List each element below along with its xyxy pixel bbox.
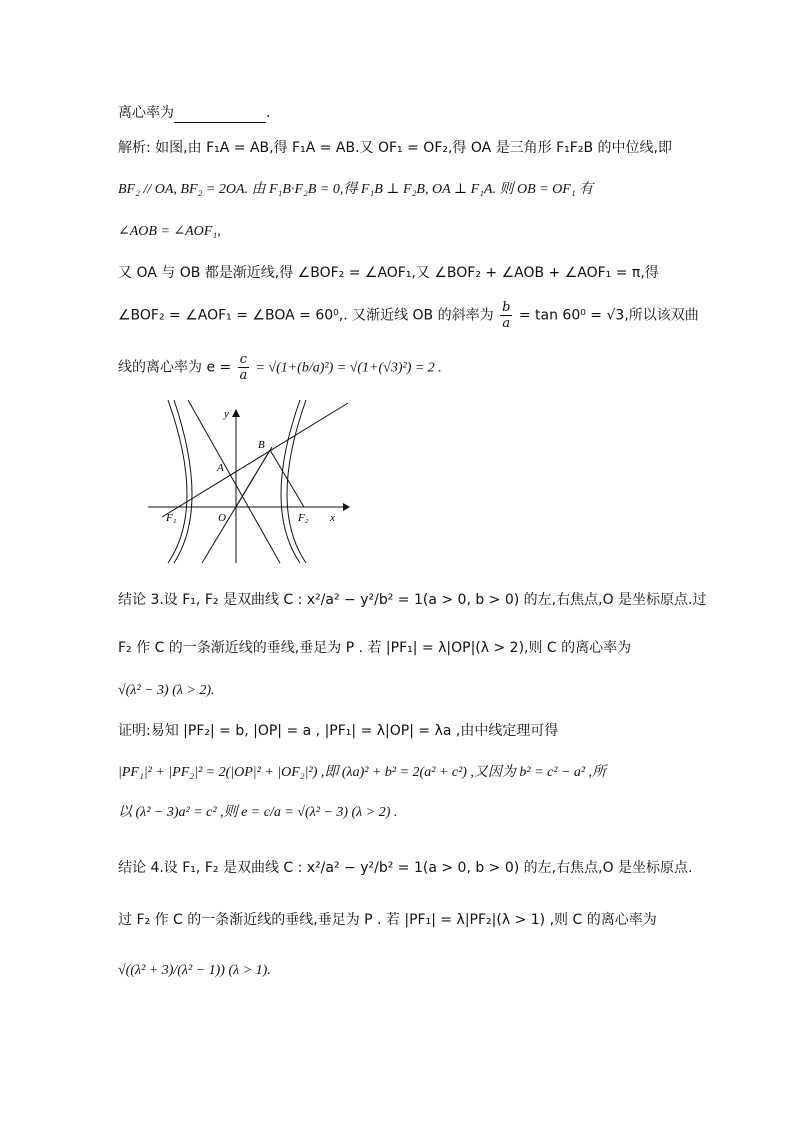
- conclusion-3-line-1: [118, 590, 707, 610]
- proof-line-1: [118, 721, 558, 741]
- label-x: x: [330, 512, 335, 524]
- fraction-b-a: [500, 300, 512, 331]
- label-F1: F₁: [166, 512, 177, 524]
- label-A: A: [217, 462, 224, 474]
- right-branch-outer: [281, 400, 300, 563]
- solution-line-6: [118, 352, 442, 383]
- y-axis-arrow: [232, 409, 240, 417]
- fraction-c-a: [238, 352, 249, 383]
- label-y: y: [224, 408, 229, 420]
- denominator: a: [239, 368, 248, 383]
- asymptote-OA: [188, 400, 280, 563]
- solution-text: 如图,由 F₁A = AB,得 F₁A = AB.又 OF₁ = OF₂,得 OA 是三角形 F₁F₂B 的中位线,即: [155, 140, 672, 156]
- solution-text-2: BF₂ // OA, BF₂ = 2OA. 由 F₁B·F₂B = 0,得 F₁B ⊥ F₂B, OA ⊥ F₁A. 则 OB = OF₁ 有: [118, 182, 594, 197]
- label-F2: F₂: [298, 512, 309, 524]
- blank-line: [118, 103, 270, 123]
- proof-text-2: |PF₁|² + |PF₂|² = 2(|OP|² + |OF₂|²) ,即 (λa)² + b² = 2(a² + c²) ,又因为 b² = c² − a² ,所: [118, 765, 607, 780]
- eccentricity-text: 线的离心率为 e =: [118, 359, 232, 376]
- solution-text-3: ∠AOB = ∠AOF₁,: [118, 224, 221, 239]
- x-axis-arrow: [343, 503, 350, 511]
- numerator: b: [502, 300, 511, 315]
- label-O: O: [218, 512, 226, 524]
- conclusion-4-line-2: [118, 910, 657, 930]
- solution-line-4: [118, 263, 659, 283]
- left-branch-inner: [174, 400, 192, 563]
- solution-line-5: [118, 300, 699, 331]
- numerator: c: [239, 352, 247, 367]
- right-branch-inner: [287, 400, 306, 563]
- label-B: B: [258, 439, 265, 451]
- solution-label: 解析:: [118, 140, 151, 156]
- conclusion-3-text-2: F₂ 作 C 的一条渐近线的垂线,垂足为 P . 若 |PF₁| = λ|OP|(λ > 2),则 C 的离心率为: [118, 640, 632, 656]
- hyperbola-figure: [140, 395, 350, 565]
- solution-line-2: [118, 180, 593, 200]
- conclusion-4-line-1: [118, 858, 693, 878]
- proof-line-3: [118, 803, 397, 823]
- conclusion-4-text: 结论 4.设 F₁, F₂ 是双曲线 C : x²/a² − y²/b² = 1(a > 0, b > 0) 的左,右焦点,O 是坐标原点.: [118, 860, 693, 876]
- left-branch-outer: [168, 400, 187, 563]
- conclusion-3-line-2: [118, 638, 631, 658]
- line-F1B: [162, 403, 348, 517]
- denominator: a: [502, 316, 511, 331]
- segment-OB: [236, 450, 270, 507]
- solution-line-1: [118, 138, 672, 158]
- conclusion-4-line-3: [118, 961, 271, 981]
- answer-blank: [174, 108, 266, 123]
- proof-line-2: [118, 763, 606, 783]
- proof-text: 证明:易知 |PF₂| = b, |OP| = a , |PF₁| = λ|OP| = λa ,由中线定理可得: [118, 723, 559, 739]
- solution-text-4: 又 OA 与 OB 都是渐近线,得 ∠BOF₂ = ∠AOF₁,又 ∠BOF₂ + ∠AOB + ∠AOF₁ = π,得: [118, 265, 659, 281]
- conclusion-4-text-2: 过 F₂ 作 C 的一条渐近线的垂线,垂足为 P . 若 |PF₁| = λ|PF₂|(λ > 1) ,则 C 的离心率为: [118, 912, 657, 928]
- proof-text-3: 以 (λ² − 3)a² = c² ,则 e = c/a = √(λ² − 3) (λ > 2) .: [118, 805, 398, 820]
- solution-text-5: ∠BOF₂ = ∠AOF₁ = ∠BOA = 60⁰,. 又渐近线 OB 的斜率为: [118, 307, 494, 324]
- period: .: [266, 105, 271, 121]
- conclusion-3-text: 结论 3.设 F₁, F₂ 是双曲线 C : x²/a² − y²/b² = 1(a > 0, b > 0) 的左,右焦点,O 是坐标原点.过: [118, 592, 707, 608]
- conclusion-3-line-3: [118, 681, 215, 701]
- solution-text-5b: = tan 60⁰ = √3,所以该双曲: [518, 307, 699, 324]
- conclusion-3-result: √(λ² − 3) (λ > 2).: [118, 683, 215, 698]
- solution-line-3: [118, 222, 221, 242]
- eccentricity-result: = √(1+(b/a)²) = √(1+(√3)²) = 2 .: [255, 360, 442, 376]
- conclusion-4-result: √((λ² + 3)/(λ² − 1)) (λ > 1).: [118, 963, 271, 978]
- question-text: 离心率为: [118, 105, 174, 121]
